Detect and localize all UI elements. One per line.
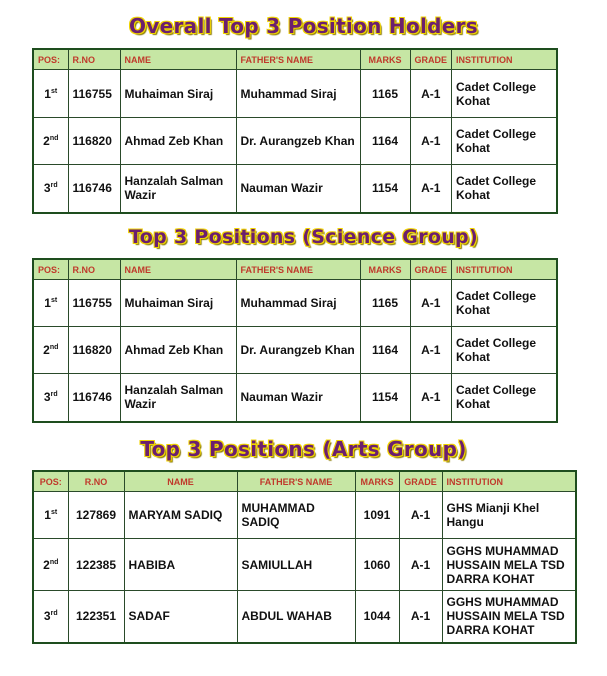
marks-cell: 1044 <box>355 591 399 643</box>
col-header-marks: MARKS <box>355 471 399 492</box>
grade-cell: A-1 <box>410 327 452 374</box>
science-table <box>32 258 558 423</box>
table-row <box>33 492 576 539</box>
col-header-grade: GRADE <box>410 49 452 70</box>
name-cell: Muhaiman Siraj <box>120 70 236 118</box>
col-header-institution: INSTITUTION <box>452 49 557 70</box>
marks-cell: 1060 <box>355 539 399 591</box>
position-cell: 3rd <box>33 374 68 422</box>
col-header-name: NAME <box>120 49 236 70</box>
institution-cell: GGHS MUHAMMAD HUSSAIN MELA TSD DARRA KOHAT <box>442 591 576 643</box>
col-header-pos: POS: <box>33 49 68 70</box>
roll-number-cell: 116755 <box>68 70 120 118</box>
col-header-institution: INSTITUTION <box>442 471 576 492</box>
col-header-pos: POS: <box>33 259 68 280</box>
name-cell: Ahmad Zeb Khan <box>120 327 236 374</box>
name-cell: HABIBA <box>124 539 237 591</box>
institution-cell: GHS Mianji Khel Hangu <box>442 492 576 539</box>
arts-table <box>32 470 577 644</box>
name-cell: Hanzalah Salman Wazir <box>120 374 236 422</box>
father-name-cell: Nauman Wazir <box>236 374 360 422</box>
grade-cell: A-1 <box>410 70 452 118</box>
col-header-marks: MARKS <box>360 259 410 280</box>
col-header-father: FATHER'S NAME <box>237 471 355 492</box>
position-cell: 1st <box>33 492 68 539</box>
col-header-grade: GRADE <box>399 471 442 492</box>
name-cell: SADAF <box>124 591 237 643</box>
name-cell: MARYAM SADIQ <box>124 492 237 539</box>
col-header-grade: GRADE <box>410 259 452 280</box>
table-row <box>33 539 576 591</box>
col-header-rno: R.NO <box>68 471 124 492</box>
father-name-cell: Muhammad Siraj <box>236 70 360 118</box>
marks-cell: 1154 <box>360 165 410 213</box>
col-header-name: NAME <box>124 471 237 492</box>
name-cell: Hanzalah Salman Wazir <box>120 165 236 213</box>
grade-cell: A-1 <box>399 492 442 539</box>
father-name-cell: MUHAMMAD SADIQ <box>237 492 355 539</box>
grade-cell: A-1 <box>410 165 452 213</box>
table-row <box>33 118 557 165</box>
position-cell: 1st <box>33 280 68 327</box>
roll-number-cell: 116746 <box>68 374 120 422</box>
grade-cell: A-1 <box>399 591 442 643</box>
roll-number-cell: 116820 <box>68 327 120 374</box>
institution-cell: GGHS MUHAMMAD HUSSAIN MELA TSD DARRA KOHAT <box>442 539 576 591</box>
table-row <box>33 374 557 422</box>
col-header-father: FATHER'S NAME <box>236 259 360 280</box>
institution-cell: Cadet College Kohat <box>452 118 557 165</box>
marks-cell: 1165 <box>360 70 410 118</box>
col-header-rno: R.NO <box>68 259 120 280</box>
grade-cell: A-1 <box>410 118 452 165</box>
table-header-row <box>33 49 557 70</box>
col-header-marks: MARKS <box>360 49 410 70</box>
grade-cell: A-1 <box>410 374 452 422</box>
marks-cell: 1154 <box>360 374 410 422</box>
father-name-cell: Dr. Aurangzeb Khan <box>236 118 360 165</box>
table-row <box>33 327 557 374</box>
grade-cell: A-1 <box>399 539 442 591</box>
position-cell: 2nd <box>33 327 68 374</box>
roll-number-cell: 116746 <box>68 165 120 213</box>
institution-cell: Cadet College Kohat <box>452 280 557 327</box>
table-row <box>33 165 557 213</box>
marks-cell: 1164 <box>360 118 410 165</box>
roll-number-cell: 122351 <box>68 591 124 643</box>
position-cell: 3rd <box>33 591 68 643</box>
position-cell: 3rd <box>33 165 68 213</box>
institution-cell: Cadet College Kohat <box>452 165 557 213</box>
table-row <box>33 70 557 118</box>
overall-title: Overall Top 3 Position Holders <box>128 14 479 38</box>
col-header-institution: INSTITUTION <box>452 259 557 280</box>
col-header-father: FATHER'S NAME <box>236 49 360 70</box>
institution-cell: Cadet College Kohat <box>452 70 557 118</box>
overall-table <box>32 48 558 214</box>
table-header-row <box>33 471 576 492</box>
father-name-cell: SAMIULLAH <box>237 539 355 591</box>
position-cell: 1st <box>33 70 68 118</box>
father-name-cell: Dr. Aurangzeb Khan <box>236 327 360 374</box>
arts-title: Top 3 Positions (Arts Group) <box>140 437 467 461</box>
roll-number-cell: 116820 <box>68 118 120 165</box>
institution-cell: Cadet College Kohat <box>452 374 557 422</box>
position-cell: 2nd <box>33 118 68 165</box>
roll-number-cell: 116755 <box>68 280 120 327</box>
grade-cell: A-1 <box>410 280 452 327</box>
table-row <box>33 280 557 327</box>
science-title: Top 3 Positions (Science Group) <box>129 226 478 248</box>
col-header-name: NAME <box>120 259 236 280</box>
name-cell: Ahmad Zeb Khan <box>120 118 236 165</box>
marks-cell: 1091 <box>355 492 399 539</box>
roll-number-cell: 122385 <box>68 539 124 591</box>
table-row <box>33 591 576 643</box>
institution-cell: Cadet College Kohat <box>452 327 557 374</box>
roll-number-cell: 127869 <box>68 492 124 539</box>
marks-cell: 1164 <box>360 327 410 374</box>
father-name-cell: Nauman Wazir <box>236 165 360 213</box>
col-header-rno: R.NO <box>68 49 120 70</box>
table-header-row <box>33 259 557 280</box>
marks-cell: 1165 <box>360 280 410 327</box>
father-name-cell: ABDUL WAHAB <box>237 591 355 643</box>
position-cell: 2nd <box>33 539 68 591</box>
col-header-pos: POS: <box>33 471 68 492</box>
name-cell: Muhaiman Siraj <box>120 280 236 327</box>
father-name-cell: Muhammad Siraj <box>236 280 360 327</box>
